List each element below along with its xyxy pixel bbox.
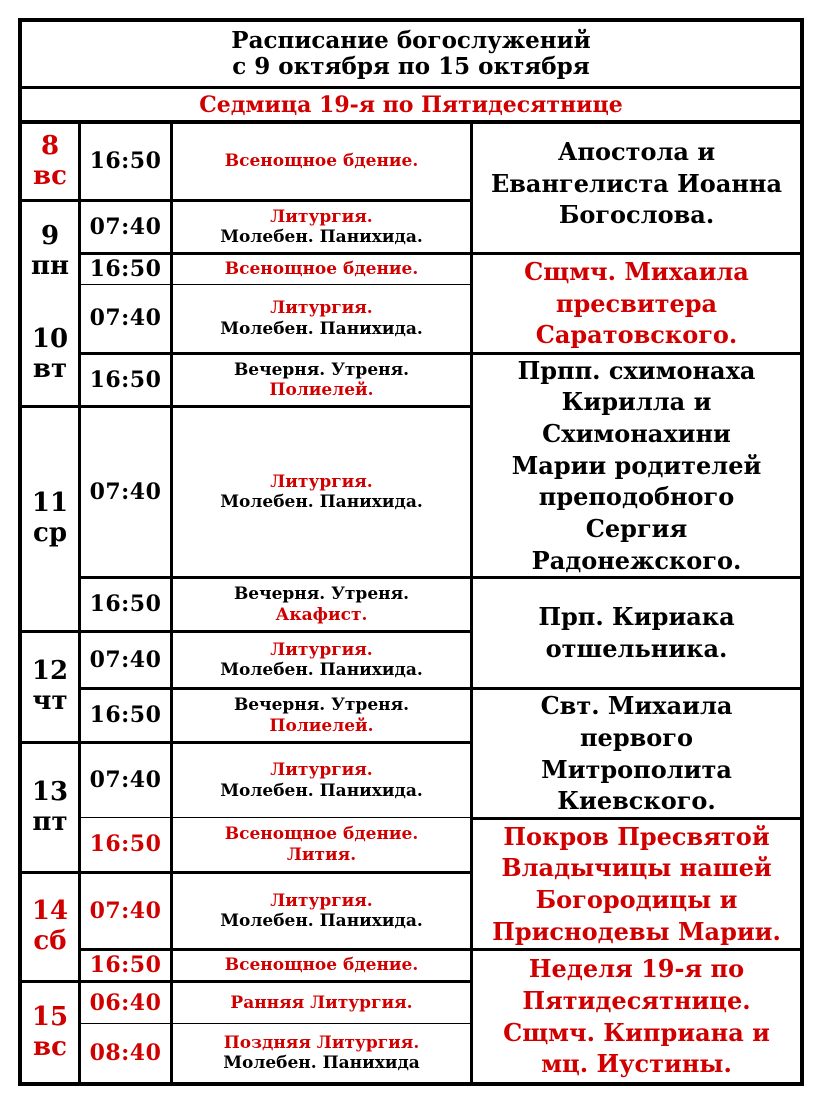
feast-line: преподобного [538,482,735,512]
feast-line: Митрополита [541,754,732,784]
service-line: Акафист. [275,604,368,625]
service-time: 16:50 [89,702,162,729]
feast-cell [473,951,800,1082]
day-cell [22,202,78,302]
service-description [173,124,470,199]
day-of-week: вс [33,1031,67,1062]
service-line: Всенощное бдение. [224,824,419,845]
service-line: Вечерня. Утреня. [233,584,410,605]
service-description [173,690,470,741]
feast-line: Владычицы нашей [501,853,772,883]
service-line: Молебен. Панихида. [220,318,423,339]
feast-line: Неделя 19-я по [528,954,745,984]
service-time: 16:50 [89,831,162,858]
feast-line: пресвитера [555,288,718,318]
feast-line: Пятидесятнице. [522,985,751,1015]
feast-cell [473,690,800,817]
service-description [173,983,470,1023]
feast-line: Марии родителей [511,450,762,480]
day-of-week: ср [32,518,67,548]
service-description [173,579,470,630]
feast-line: Кирилла и [561,387,712,417]
feast-line: Евангелиста Иоанна [490,168,783,198]
day-cell [22,874,78,980]
service-time: 16:50 [89,591,162,618]
feast-line: Богослова. [558,200,715,230]
day-of-week: вт [32,353,68,384]
feast-line: Приснодевы Марии. [492,916,781,946]
service-time: 07:40 [89,767,162,794]
day-cell [22,744,78,871]
feast-cell [473,124,800,252]
service-time: 16:50 [89,256,162,283]
service-description [173,874,470,948]
feast-line: Радонежского. [531,545,742,575]
service-line: Полиелей. [269,380,374,400]
service-description [173,633,470,687]
day-number: 13 [31,776,69,807]
day-of-week: пт [32,806,68,837]
service-time: 07:40 [89,897,162,924]
service-description [173,818,470,871]
feast-cell [473,355,800,576]
feast-cell [473,820,800,948]
service-time: 16:50 [89,148,162,175]
service-line: Литургия. [270,639,373,660]
service-description [173,1024,470,1082]
day-of-week: сб [33,926,67,956]
service-line: Всенощное бдение. [224,151,419,172]
day-number: 12 [31,656,69,687]
feast-line: Свт. Михаила [540,691,733,721]
day-number: 11 [31,488,69,519]
day-of-week: чт [32,686,68,716]
service-time: 07:40 [89,478,162,505]
service-line: Молебен. Панихида. [220,660,423,680]
service-description [173,744,470,817]
feast-line: мц. Иустины. [541,1049,732,1079]
feast-line: Сергия [585,514,688,544]
schedule-sheet [18,18,804,1086]
feast-line: Киевского. [557,786,716,816]
schedule-title [22,22,800,86]
service-line: Литургия. [270,471,373,492]
service-line: Литургия. [270,206,373,227]
service-line: Ранняя Литургия. [230,992,413,1013]
service-time: 16:50 [89,366,162,393]
service-time: 16:50 [89,952,162,979]
service-description [173,255,470,284]
service-line: Молебен. Панихида. [220,227,423,247]
week-title: Седмица 19-я по Пятидесятнице [199,91,623,118]
service-description [173,202,470,252]
feast-line: первого [579,722,693,752]
service-line: Вечерня. Утреня. [233,695,410,716]
service-time: 07:40 [89,213,162,240]
service-description [173,951,470,980]
day-number: 14 [31,896,69,927]
service-line: Молебен. Панихида. [220,911,423,931]
service-time: 06:40 [89,989,162,1016]
feast-line: Прп. Кириака [538,602,735,632]
feast-line: Прпп. схимонаха [517,355,756,385]
feast-line: Сщмч. Михаила [524,256,749,286]
day-cell [22,633,78,741]
service-line: Лития. [286,844,357,865]
service-description [173,408,470,576]
feast-line: Саратовского. [535,320,738,350]
service-time: 08:40 [89,1039,162,1066]
feast-line: Сщмч. Киприана и [503,1017,770,1047]
period-line: с 9 октября по 15 октября [232,53,590,80]
service-line: Молебен. Панихида. [220,492,423,512]
feast-line: Апостола и [557,137,716,166]
day-cell [22,124,78,199]
service-line: Молебен. Панихида. [220,780,423,801]
service-line: Литургия. [270,298,373,319]
day-cell [22,304,78,405]
service-line: Поздняя Литургия. [223,1032,420,1053]
service-line: Литургия. [270,760,373,781]
day-of-week: пн [30,251,70,281]
day-number: 8 [40,130,60,161]
service-description [173,285,470,352]
service-line: Всенощное бдение. [224,955,419,976]
day-number: 15 [31,1001,69,1032]
service-time: 07:40 [89,305,162,332]
day-cell [22,408,78,630]
title-line: Расписание богослужений [231,27,591,55]
service-line: Литургия. [270,890,373,911]
feast-cell [473,255,800,352]
day-cell [22,983,78,1082]
feast-line: Схимонахини [542,419,731,448]
feast-line: Покров Пресвятой [503,821,770,851]
day-of-week: вс [33,160,67,191]
service-line: Вечерня. Утреня. [233,359,410,380]
service-line: Всенощное бдение. [224,259,419,280]
day-number: 10 [31,323,69,354]
service-time: 07:40 [89,646,162,673]
day-number: 9 [40,221,60,252]
service-line: Молебен. Панихида [223,1053,420,1073]
service-line: Полиелей. [269,715,374,736]
feast-cell [473,579,800,687]
feast-line: Богородицы и [535,885,738,914]
feast-line: отшельника. [545,634,728,663]
divider [18,86,804,89]
service-description [173,355,470,405]
